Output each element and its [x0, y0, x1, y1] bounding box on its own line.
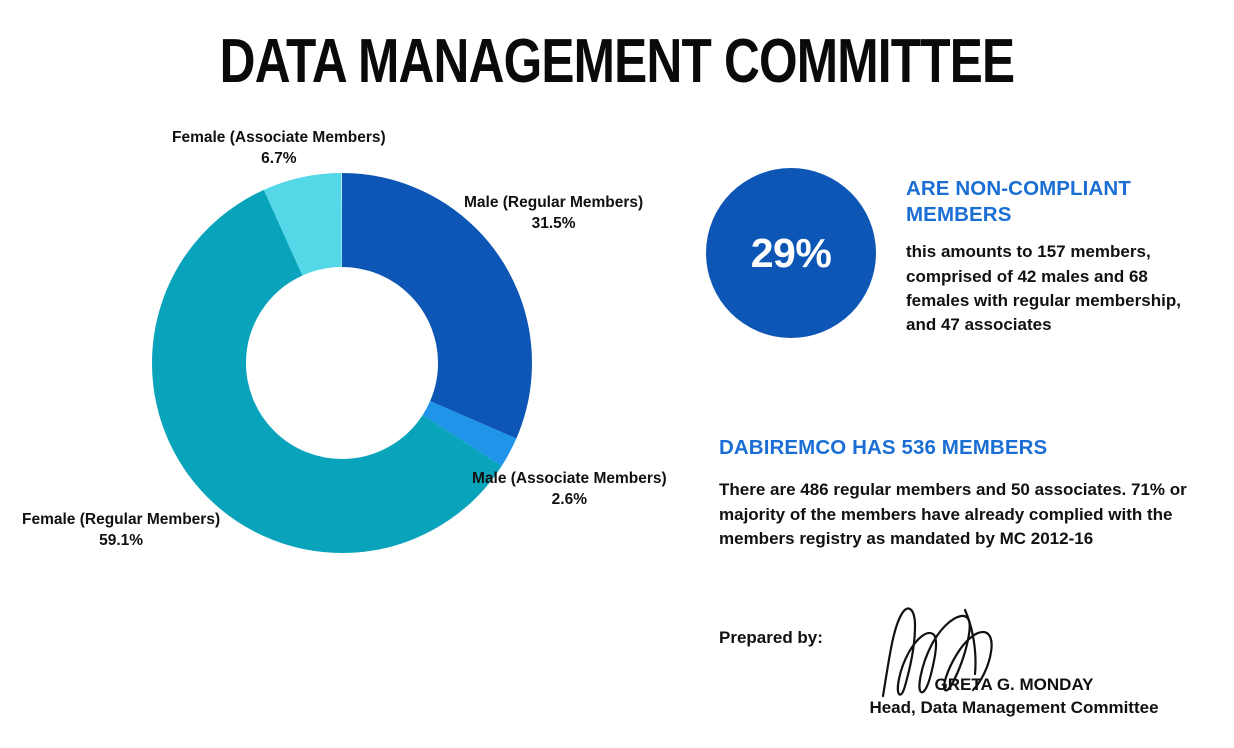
members-body: There are 486 regular members and 50 associates. 71% or majority of the members have already complied with the members registry as mandated by MC 2012-16: [719, 480, 1187, 549]
donut-chart: [22, 129, 667, 553]
slice-label-male-associate: [472, 469, 667, 511]
slice-label-male-associate-pct: 2.6%: [551, 490, 588, 508]
slice-label-male-regular-pct: 31.5%: [531, 214, 576, 232]
slice-label-female-regular: [22, 510, 220, 552]
kpi-circle: [706, 168, 876, 338]
slice-label-female-associate: [172, 128, 386, 170]
signature-block: [719, 600, 1219, 730]
slice-label-male-associate-name: Male (Associate Members): [472, 470, 667, 487]
signer-title: Head, Data Management Committee: [869, 698, 1159, 717]
kpi-value: 29%: [750, 229, 832, 276]
slice-label-male-regular-name: Male (Regular Members): [464, 194, 644, 211]
signer-name: GRETA G. MONDAY: [934, 675, 1094, 694]
page-title: DATA MANAGEMENT COMMITTEE: [219, 27, 1015, 96]
kpi-block: [706, 168, 1216, 368]
prepared-by-label: Prepared by:: [719, 628, 823, 647]
slice-label-female-associate-name: Female (Associate Members): [172, 129, 386, 146]
kpi-text: [906, 176, 1211, 337]
members-block: [719, 436, 1219, 552]
slice-label-female-regular-pct: 59.1%: [99, 531, 144, 549]
slice-label-female-regular-name: Female (Regular Members): [22, 511, 221, 528]
kpi-heading: ARE NON-COMPLIANT MEMBERS: [906, 177, 1131, 227]
slice-label-female-associate-pct: 6.7%: [261, 149, 297, 167]
slice-label-male-regular: [464, 193, 643, 235]
kpi-body: this amounts to 157 members, comprised of 42 males and 68 females with regular membership, and 47 associates: [906, 242, 1181, 334]
members-heading: DABIREMCO HAS 536 MEMBERS: [719, 436, 1048, 459]
